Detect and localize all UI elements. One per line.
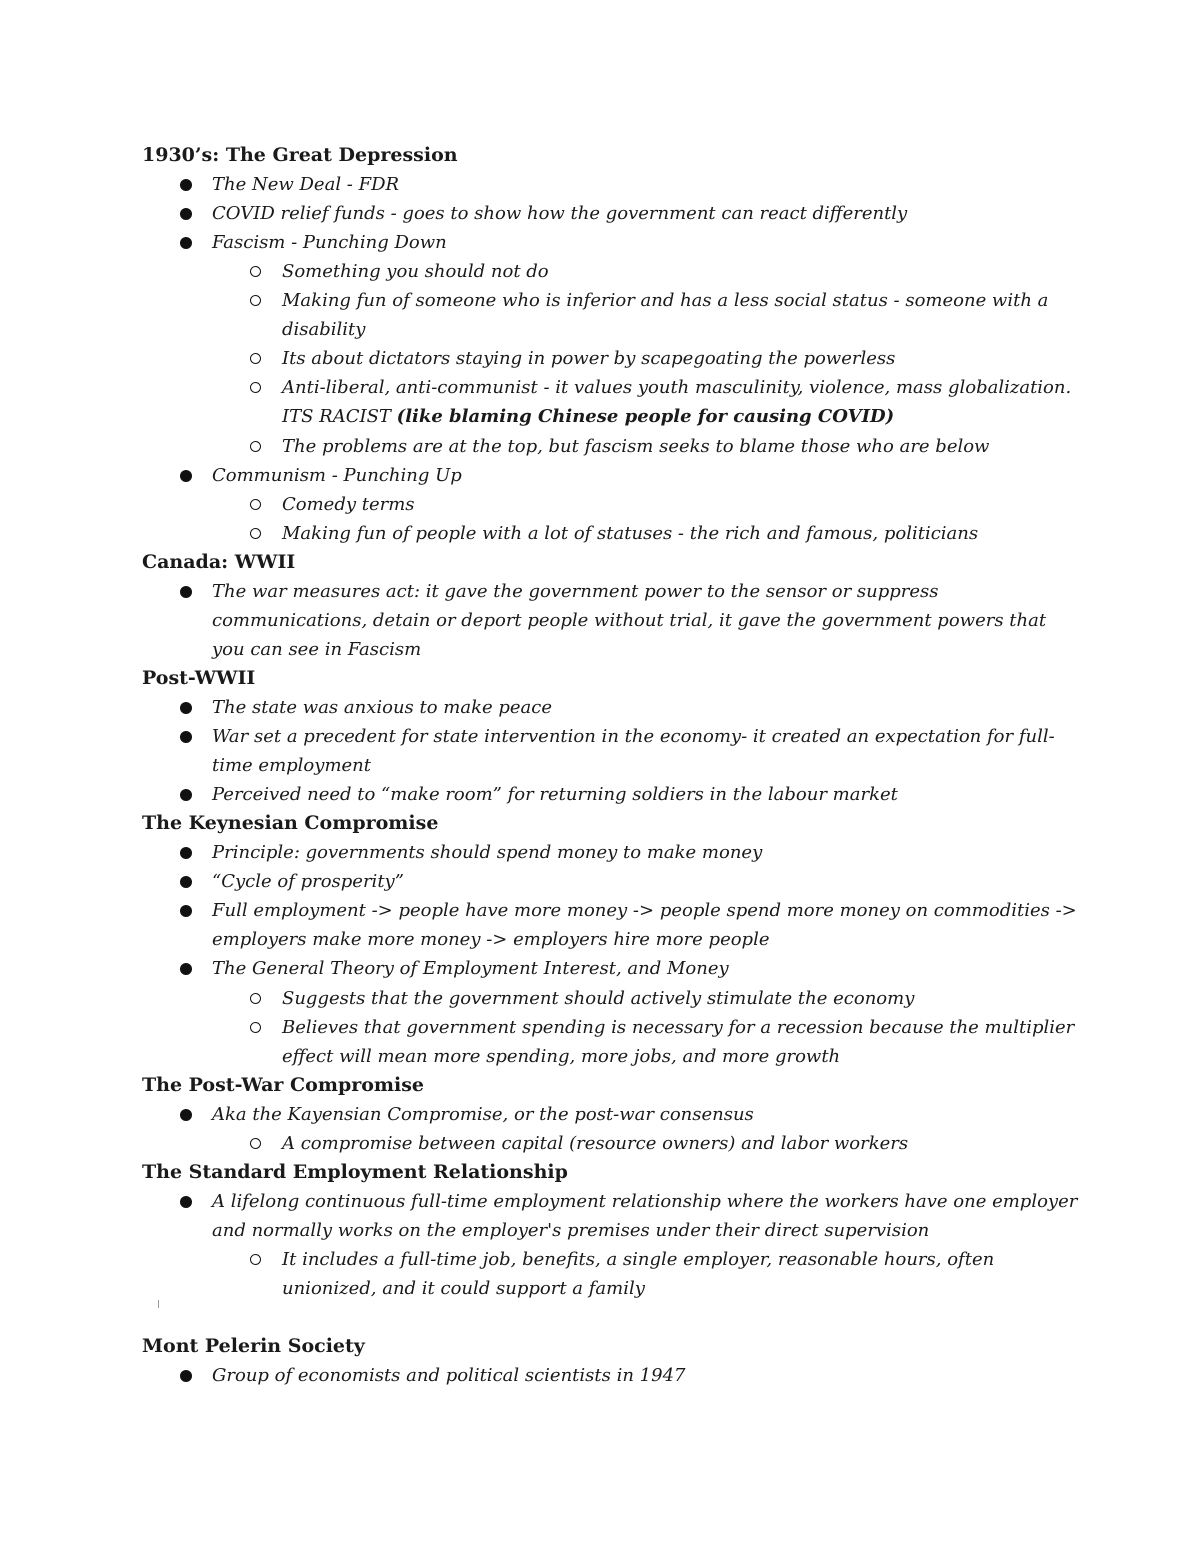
filled-bullet-icon [180,876,192,888]
list-item [0,954,1200,983]
filled-bullet-icon [180,1109,192,1121]
section-heading [0,548,1200,577]
hollow-bullet-icon [250,295,261,306]
hollow-bullet-icon [250,499,261,510]
section-heading [0,664,1200,693]
sub-list-item-text [282,402,894,431]
filled-bullet-icon [180,586,192,598]
sub-list-item [0,432,1200,461]
hollow-bullet-icon [250,528,261,539]
sub-list-item-text: disability [282,319,366,341]
hollow-bullet-icon [250,1022,261,1033]
sub-list-item-text: A compromise between capital (resource owners) and labor workers [282,1132,909,1154]
list-item [0,228,1200,257]
filled-bullet-icon [180,179,192,191]
list-item [0,925,1200,954]
list-item-text: Full employment -> people have more money -> people spend more money on commodities -> [212,900,1077,922]
hollow-bullet-icon [250,441,261,452]
filled-bullet-icon [180,208,192,220]
list-item [0,1187,1200,1216]
section-heading-text: The Standard Employment Relationship [142,1160,568,1183]
sub-list-item-text: Suggests that the government should actively stimulate the economy [282,987,915,1009]
list-item-text: The General Theory of Employment Interest, and Money [212,958,729,980]
list-item [0,693,1200,722]
list-item-text: Perceived need to “make room” for returning soldiers in the labour market [212,784,898,806]
sub-list-item-text: Anti-liberal, anti-communist - it values youth masculinity, violence, mass globalization. [282,377,1072,399]
list-item-text: Principle: governments should spend money to make money [212,842,763,864]
filled-bullet-icon [180,905,192,917]
list-item [0,1361,1200,1390]
sub-list-item-text: The problems are at the top, but fascism seeks to blame those who are below [282,435,990,457]
list-item [0,461,1200,490]
list-item-text: COVID relief funds - goes to show how the government can react differently [212,203,908,225]
list-item-text: Fascism - Punching Down [212,232,447,254]
list-item-text: The war measures act: it gave the government power to the sensor or suppress [212,580,939,602]
hollow-bullet-icon [250,1138,261,1149]
list-item-text: War set a precedent for state intervention in the economy- it created an expectation for full- [212,726,1055,747]
emphasis-bold: (like blaming Chinese people for causing COVID) [396,406,895,428]
sub-list-item [0,984,1200,1013]
list-item [0,606,1200,635]
section-heading [0,1158,1200,1187]
list-item-text: The New Deal - FDR [212,174,400,196]
list-item [0,896,1200,925]
sub-list-item [0,257,1200,286]
sub-list-item [0,373,1200,402]
section-heading-text: 1930’s: The Great Depression [142,144,458,166]
hollow-bullet-icon [250,353,261,364]
sub-list-item [0,490,1200,519]
section-heading [0,1332,1200,1361]
list-item [0,577,1200,606]
sub-list-item-text: effect will mean more spending, more jobs, and more growth [282,1045,841,1067]
sub-list-item-text: Its about dictators staying in power by scapegoating the powerless [282,348,896,370]
section-heading-text: Mont Pelerin Society [142,1335,365,1357]
sub-list-item-text: It includes a full-time job, benefits, a single employer, reasonable hours, often [282,1248,995,1270]
sub-list-item [0,402,1200,431]
list-item [0,722,1200,751]
sub-list-item [0,286,1200,315]
sub-list-item-text: Something you should not do [282,261,549,283]
section-heading [0,809,1200,838]
list-item-text: communications, detain or deport people without trial, it gave the government powers that [212,609,1047,631]
list-item [0,199,1200,228]
section-heading-text: The Post-War Compromise [142,1073,425,1096]
list-item [0,635,1200,664]
list-item [0,751,1200,780]
sub-list-item-text: unionized, and it could support a family [282,1278,645,1299]
list-item-text: A lifelong continuous full-time employment relationship where the workers have one employer [212,1190,1078,1212]
list-item [0,1216,1200,1245]
list-item-text: and normally works on the employer's premises under their direct supervision [212,1219,930,1241]
sub-list-item [0,1129,1200,1158]
list-item [0,780,1200,809]
section-heading-text: The Keynesian Compromise [142,812,439,835]
margin-mark [158,1300,159,1308]
sub-list-item-text: Comedy terms [282,493,415,515]
section-heading [0,141,1200,170]
hollow-bullet-icon [250,382,261,393]
list-item [0,838,1200,867]
filled-bullet-icon [180,237,192,249]
list-item-text: Aka the Kayensian Compromise, or the post-war consensus [212,1103,754,1125]
sub-list-item [0,519,1200,548]
sub-list-item [0,1042,1200,1071]
list-item-text: Communism - Punching Up [212,464,462,486]
list-item [0,1100,1200,1129]
list-item-text: employers make more money -> employers hire more people [212,929,770,951]
list-item-text: you can see in Fascism [212,638,422,660]
list-item-text: Group of economists and political scientists in 1947 [212,1365,686,1387]
filled-bullet-icon [180,789,192,801]
sub-list-item [0,1013,1200,1042]
hollow-bullet-icon [250,1254,261,1265]
hollow-bullet-icon [250,993,261,1004]
list-item [0,867,1200,896]
sub-list-item-text: Making fun of someone who is inferior and has a less social status - someone with a [282,290,1049,312]
sub-list-item-text: Believes that government spending is necessary for a recession because the multiplier [282,1016,1075,1038]
section-heading-text: Canada: WWII [142,550,296,573]
list-item-text: time employment [212,755,371,777]
filled-bullet-icon [180,1370,192,1382]
filled-bullet-icon [180,470,192,482]
list-item-text: The state was anxious to make peace [212,697,553,718]
filled-bullet-icon [180,702,192,714]
hollow-bullet-icon [250,266,261,277]
filled-bullet-icon [180,847,192,859]
list-item [0,170,1200,199]
section-heading-text: Post-WWII [142,666,256,689]
sub-list-item [0,315,1200,344]
emphasis-prefix: ITS RACIST [282,406,397,428]
sub-list-item [0,1274,1200,1303]
section-heading [0,1071,1200,1100]
filled-bullet-icon [180,963,192,975]
sub-list-item [0,344,1200,373]
list-item-text: “Cycle of prosperity” [212,871,404,893]
filled-bullet-icon [180,731,192,743]
filled-bullet-icon [180,1196,192,1208]
sub-list-item-text: Making fun of people with a lot of statuses - the rich and famous, politicians [282,522,979,544]
sub-list-item [0,1245,1200,1274]
